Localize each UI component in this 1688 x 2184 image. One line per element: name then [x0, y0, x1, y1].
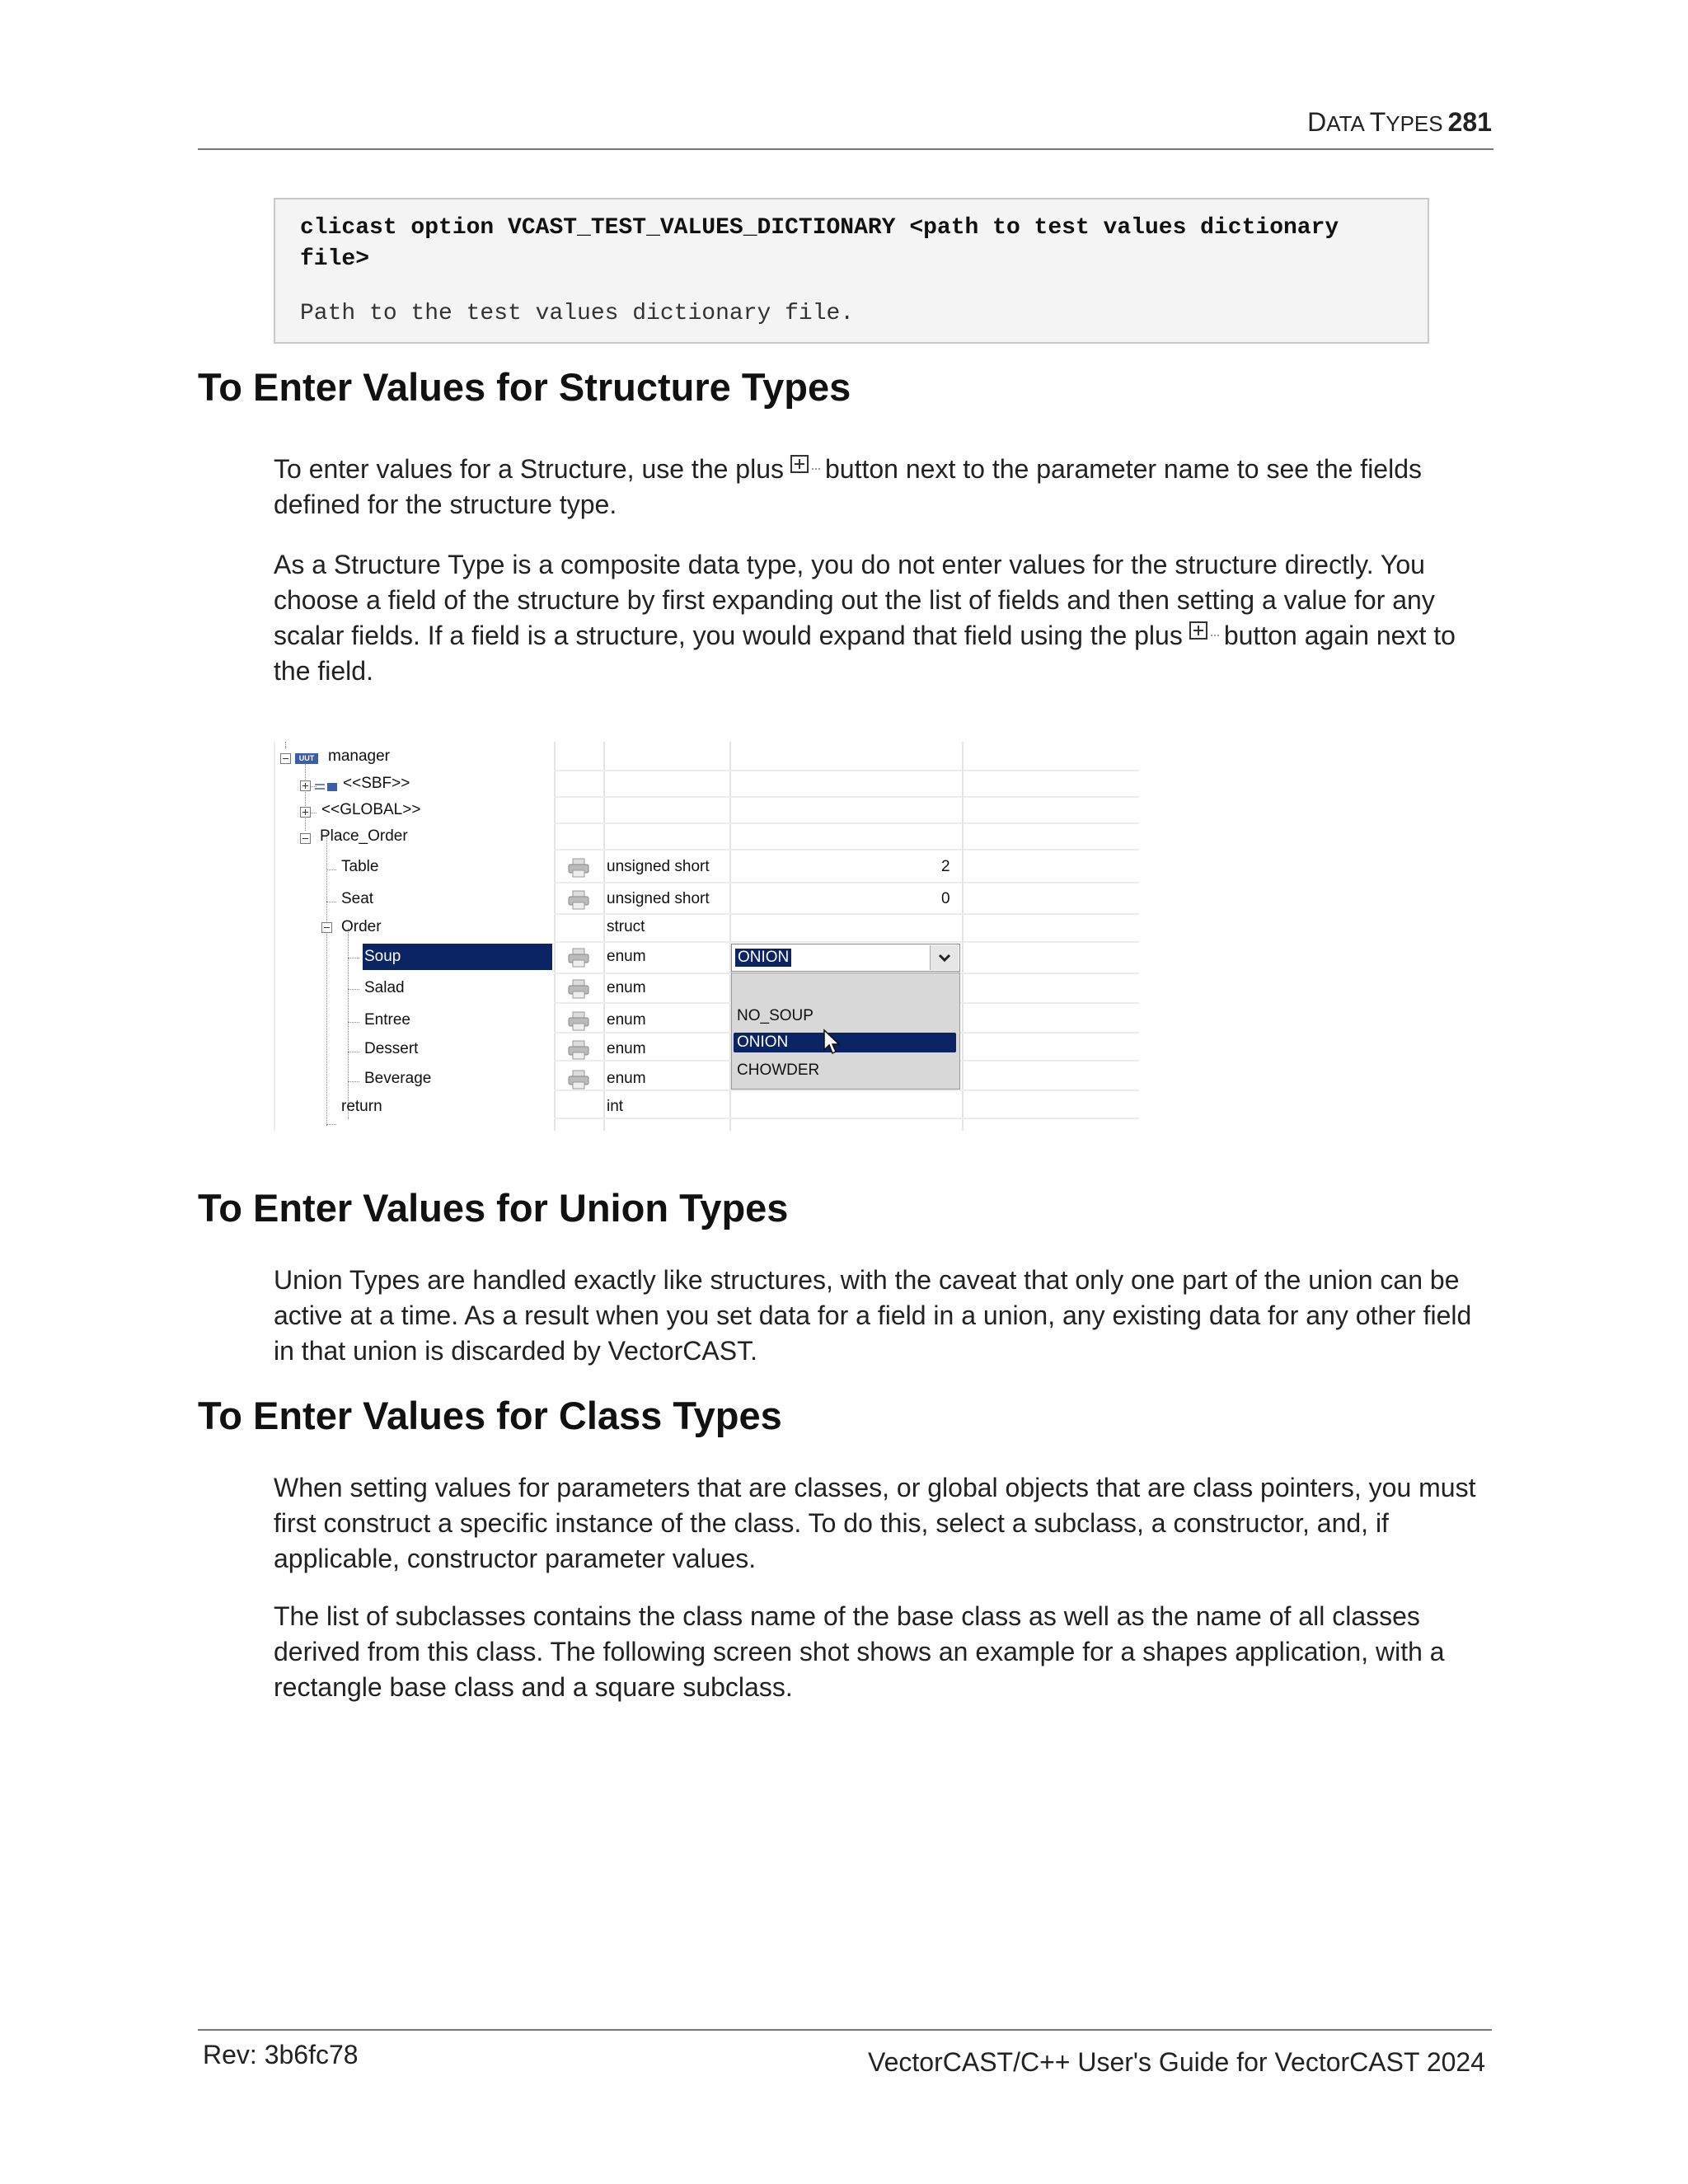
- dropdown-toggle[interactable]: [930, 945, 959, 970]
- tree-node[interactable]: Place_Order: [320, 827, 408, 845]
- plus-expand-icon: [1189, 621, 1207, 640]
- dropdown-option[interactable]: NO_SOUP: [737, 1007, 814, 1024]
- class-paragraph-1: When setting values for parameters that are classes, or global objects that are class pointers, you must first construct a specific instance of the class. To do this, select a subclass, a constructor, and, if applicable, constructor parameter values.: [274, 1473, 1476, 1573]
- chevron-down-icon: [931, 945, 959, 970]
- param-type: enum: [607, 1011, 646, 1029]
- heading-structure-types: To Enter Values for Structure Types: [198, 365, 851, 409]
- param-type: unsigned short: [607, 890, 710, 907]
- structure-paragraph-2: As a Structure Type is a composite data type, you do not enter values for the structure directly. You choose a field of the structure by first expanding out the list of fields and then setting a value for any scalar fields. If a field is a structure, you would expand that field using the plus button again next to the field.: [274, 550, 1456, 686]
- mouse-pointer-icon: [823, 1029, 842, 1057]
- running-header: [198, 104, 1493, 150]
- collapse-icon[interactable]: [280, 753, 291, 764]
- printer-icon[interactable]: [567, 947, 590, 968]
- heading-class-types: To Enter Values for Class Types: [198, 1394, 782, 1437]
- footer-rule: [198, 2029, 1492, 2031]
- collapse-icon[interactable]: [321, 922, 332, 933]
- tree-node[interactable]: Table: [341, 858, 379, 875]
- param-type: struct: [607, 918, 645, 935]
- tree-node[interactable]: Beverage: [364, 1070, 432, 1087]
- param-value[interactable]: 2: [941, 858, 950, 875]
- param-type: enum: [607, 1040, 646, 1057]
- param-type: int: [607, 1098, 624, 1115]
- tree-node[interactable]: Soup: [364, 948, 401, 965]
- dropdown-list: [731, 972, 960, 1090]
- param-type: unsigned short: [607, 858, 710, 875]
- tree-node[interactable]: <<SBF>>: [343, 775, 410, 792]
- printer-icon[interactable]: [567, 889, 590, 911]
- tree-node[interactable]: Order: [341, 918, 382, 935]
- expand-icon[interactable]: [300, 780, 311, 791]
- structure-paragraph-1: To enter values for a Structure, use the plus button next to the parameter name to see the fields defined for the structure type.: [274, 454, 1422, 519]
- tree-node[interactable]: Entree: [364, 1011, 410, 1029]
- param-type: enum: [607, 979, 646, 996]
- command-description: Path to the test values dictionary file.: [300, 301, 855, 326]
- code-example-box: [274, 198, 1429, 344]
- tree-node[interactable]: Dessert: [364, 1040, 419, 1057]
- dropdown-option[interactable]: ONION: [734, 1033, 956, 1052]
- param-type: enum: [607, 948, 646, 965]
- parameter-tree-screenshot: [274, 742, 1139, 1131]
- dropdown-option[interactable]: CHOWDER: [737, 1062, 820, 1079]
- heading-union-types: To Enter Values for Union Types: [198, 1186, 789, 1230]
- printer-icon[interactable]: [567, 1039, 590, 1061]
- class-paragraph-2: The list of subclasses contains the class name of the base class as well as the name of all classes derived from this class. The following screen shot shows an example for a shapes application, with a rectangle base class and a square subclass.: [274, 1601, 1445, 1702]
- tree-node[interactable]: <<GLOBAL>>: [321, 801, 421, 818]
- tree-node[interactable]: Seat: [341, 890, 374, 907]
- enum-value-dropdown[interactable]: [731, 944, 960, 972]
- guide-title: VectorCAST/C++ User's Guide for VectorCAST 2024: [868, 2047, 1485, 2077]
- page-number: 281: [1447, 107, 1492, 137]
- expand-icon[interactable]: [300, 807, 311, 818]
- dropdown-selected-value: ONION: [735, 949, 791, 967]
- printer-icon[interactable]: [567, 1069, 590, 1090]
- printer-icon[interactable]: [567, 978, 590, 1000]
- uut-icon: UUT: [295, 753, 318, 764]
- printer-icon[interactable]: [567, 1010, 590, 1032]
- printer-icon[interactable]: [567, 857, 590, 879]
- chapter-title: DATA TYPES 281: [1307, 107, 1492, 137]
- tree-node[interactable]: return: [341, 1098, 382, 1115]
- tree-node[interactable]: Salad: [364, 979, 405, 996]
- union-paragraph: Union Types are handled exactly like structures, with the caveat that only one part of the union can be active at a time. As a result when you set data for a field in a union, any existing data for any other field in that union is discarded by VectorCAST.: [274, 1265, 1472, 1366]
- sbf-icon: [315, 782, 340, 792]
- param-type: enum: [607, 1070, 646, 1087]
- revision-label: Rev: 3b6fc78: [203, 2040, 359, 2069]
- plus-expand-icon: [790, 455, 809, 473]
- clicast-command: clicast option VCAST_TEST_VALUES_DICTIONARY <path to test values dictionary file>: [300, 215, 1339, 272]
- param-value[interactable]: 0: [941, 890, 950, 907]
- tree-node[interactable]: manager: [328, 748, 390, 765]
- collapse-icon[interactable]: [300, 833, 311, 844]
